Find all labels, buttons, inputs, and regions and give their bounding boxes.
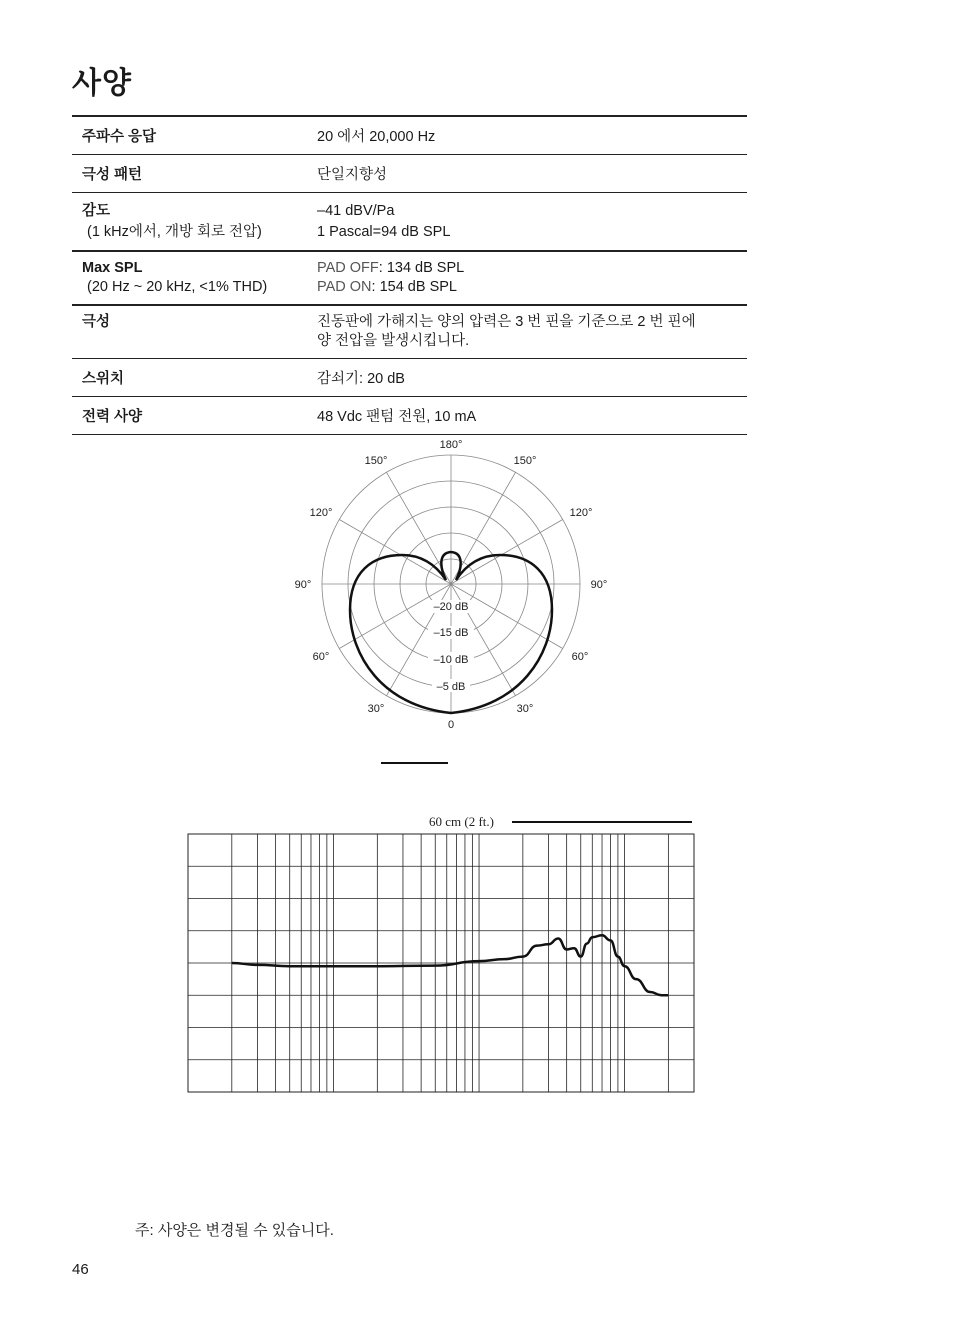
spec-value: 감쇠기: 20 dB xyxy=(317,371,405,387)
angle-label-90-left: 90° xyxy=(294,579,312,591)
angle-label-30-right: 30° xyxy=(516,703,534,715)
spec-label: 주파수 응답 xyxy=(82,129,157,145)
spec-sublabel: (20 Hz ~ 20 kHz, <1% THD) xyxy=(87,279,268,295)
pad-off-value: : 134 dB SPL xyxy=(378,260,465,276)
spec-label: 감도 xyxy=(82,203,111,219)
pad-on-key: PAD ON xyxy=(317,279,372,295)
ring-label: –20 dB xyxy=(433,601,469,613)
spec-value: –41 dBV/Pa xyxy=(317,203,395,219)
spec-label: 스위치 xyxy=(82,371,125,387)
page-title: 사양 xyxy=(72,67,132,100)
angle-label-60-left: 60° xyxy=(312,651,330,663)
spec-value: 48 Vdc 팬텀 전원, 10 mA xyxy=(317,409,477,425)
angle-label-150-right: 150° xyxy=(513,455,537,467)
angle-label-0: 0 xyxy=(447,719,455,731)
polar-grid xyxy=(322,455,580,713)
angle-label-150-left: 150° xyxy=(364,455,388,467)
pad-off-key: PAD OFF xyxy=(317,260,379,276)
frequency-response-chart xyxy=(0,800,954,1120)
spec-sublabel: (1 kHz에서, 개방 회로 전압) xyxy=(87,224,262,240)
angle-label-30-left: 30° xyxy=(367,703,385,715)
frequency-response-curve xyxy=(232,935,669,995)
page-number: 46 xyxy=(72,1261,89,1278)
spec-value: 진동판에 가해지는 양의 압력은 3 번 핀을 기준으로 2 번 핀에 xyxy=(317,314,696,330)
angle-label-120-right: 120° xyxy=(569,507,593,519)
ring-label: –5 dB xyxy=(436,681,466,693)
spec-value: 1 Pascal=94 dB SPL xyxy=(317,224,451,240)
angle-label-90-right: 90° xyxy=(590,579,608,591)
angle-label-60-right: 60° xyxy=(571,651,589,663)
spec-label: 극성 패턴 xyxy=(82,167,143,183)
pad-on-value: : 154 dB SPL xyxy=(371,279,457,295)
series-label: 60 cm (2 ft.) xyxy=(429,814,494,829)
angle-label-120-left: 120° xyxy=(309,507,333,519)
angle-label-180: 180° xyxy=(439,439,463,451)
specification-note: 주: 사양은 변경될 수 있습니다. xyxy=(135,1222,334,1239)
frequency-grid xyxy=(188,834,694,1092)
ring-label: –10 dB xyxy=(433,654,469,666)
spec-label: 전력 사양 xyxy=(82,409,143,425)
ring-label: –15 dB xyxy=(433,627,469,639)
spec-value: 양 전압을 발생시킵니다. xyxy=(317,333,470,349)
spec-value: 20 에서 20,000 Hz xyxy=(317,129,436,145)
spec-label: 극성 xyxy=(82,314,111,330)
spec-value: 단일지향성 xyxy=(317,167,388,183)
spec-label: Max SPL xyxy=(82,260,143,276)
